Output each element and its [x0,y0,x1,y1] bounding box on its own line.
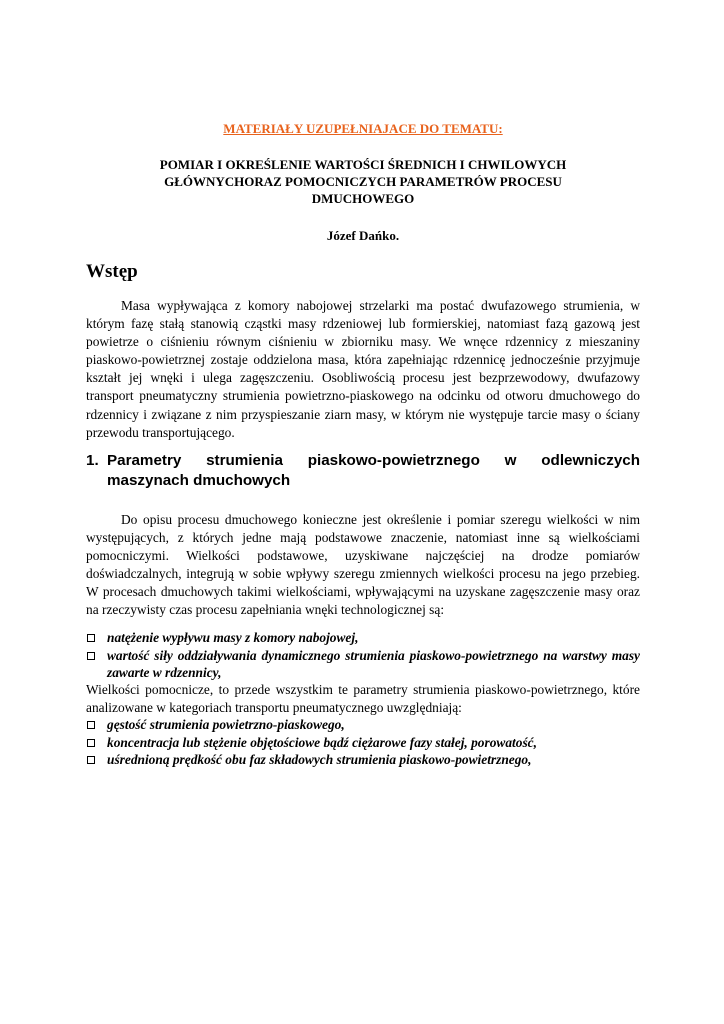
main-title-line: GŁÓWNYCHORAZ POMOCNICZYCH PARAMETRÓW PROCESU [164,174,562,189]
auxiliary-quantities-list [86,716,640,769]
square-bullet-icon [87,721,95,729]
list-item-text: gęstość strumienia powietrzno-piaskowego, [107,717,345,732]
section-heading [86,451,640,491]
section-number: 1. [86,452,99,469]
list-item-text: koncentracja lub stężenie objętościowe bądź ciężarowe fazy stałej, porowatość, [107,734,537,750]
supplementary-title: MATERIAŁY UZUPEŁNIAJACE DO TEMATU: [223,121,503,136]
list-item [86,751,640,769]
square-bullet-icon [87,756,95,764]
section-heading-line: Parametry strumienia piaskowo-powietrznego w odlewniczych [107,452,640,469]
section-paragraph: Do opisu procesu dmuchowego konieczne jest określenie i pomiar szeregu wielkości w nim występujących, z których jedne mają podstawowe znaczenie, natomiast inne są wielkościami pomocniczymi. Wielkości podstawowe, uzyskiwane najczęściej na drodze pomiarów doświadczalnych, integrują w sobie wpływy szeregu zmiennych wielkości procesu na jego przebieg. W procesach dmuchowych takimi wielkościami, wpływającymi na uzyskane zagęszczenie masy oraz na rzeczywisty czas procesu zapełniania wnęki technologicznej są: [86,512,640,618]
main-title-line: POMIAR I OKREŚLENIE WARTOŚCI ŚREDNICH I CHWILOWYCH [159,157,567,172]
intro-paragraph: Masa wypływająca z komory nabojowej strzelarki ma postać dwufazowego strumienia, w którym fazę stałą stanowią cząstki masy rdzeniowej lub formierskiej, natomiast fazą gazową jest powietrze o ciśnieniu równym ciśnieniu w zbiorniku masy. We wnęce rdzennicy z mieszaniny piaskowo-powietrznej zostaje oddzielona masa, która zapełniając rdzennicę jednocześnie przyjmuje kształt jej wnęki i ulega zagęszczeniu. Osobliwością procesu jest bezprzewodowy, dwufazowy transport pneumatyczny strumienia powietrzno-piaskowego na odcinku od otworu dmuchowego do rdzennicy i związane z nim przyspieszanie ziarn masy, w którym nie występuje tarcie masy o ściany przewodu transportującego. [86,298,640,440]
square-bullet-icon [87,652,95,660]
main-title [86,156,640,207]
section-heading-text [107,451,640,491]
list-item [86,734,640,752]
list-item-text: uśrednioną prędkość obu faz składowych strumienia piaskowo-powietrznego, [107,752,532,767]
list-item [86,629,640,647]
section-heading-line: maszynach dmuchowych [107,472,291,489]
main-title-line: DMUCHOWEGO [311,191,415,206]
square-bullet-icon [87,634,95,642]
list-item-text: wartość siły oddziaływania dynamicznego strumienia piaskowo-powietrznego na warstwy masy zawarte w rdzennicy, [107,647,640,680]
intro-heading: Wstęp [86,261,138,282]
list-item [86,716,640,734]
auxiliary-intro-paragraph: Wielkości pomocnicze, to przede wszystkim te parametry strumienia piaskowo-powietrznego, które analizowane w kategoriach transportu pneumatycznego uwzględniają: [86,682,640,716]
basic-quantities-list [86,629,640,682]
list-item [86,647,640,682]
square-bullet-icon [87,739,95,747]
author: Józef Dańko. [326,228,400,243]
list-item-text: natężenie wypływu masy z komory nabojowej, [107,630,359,645]
